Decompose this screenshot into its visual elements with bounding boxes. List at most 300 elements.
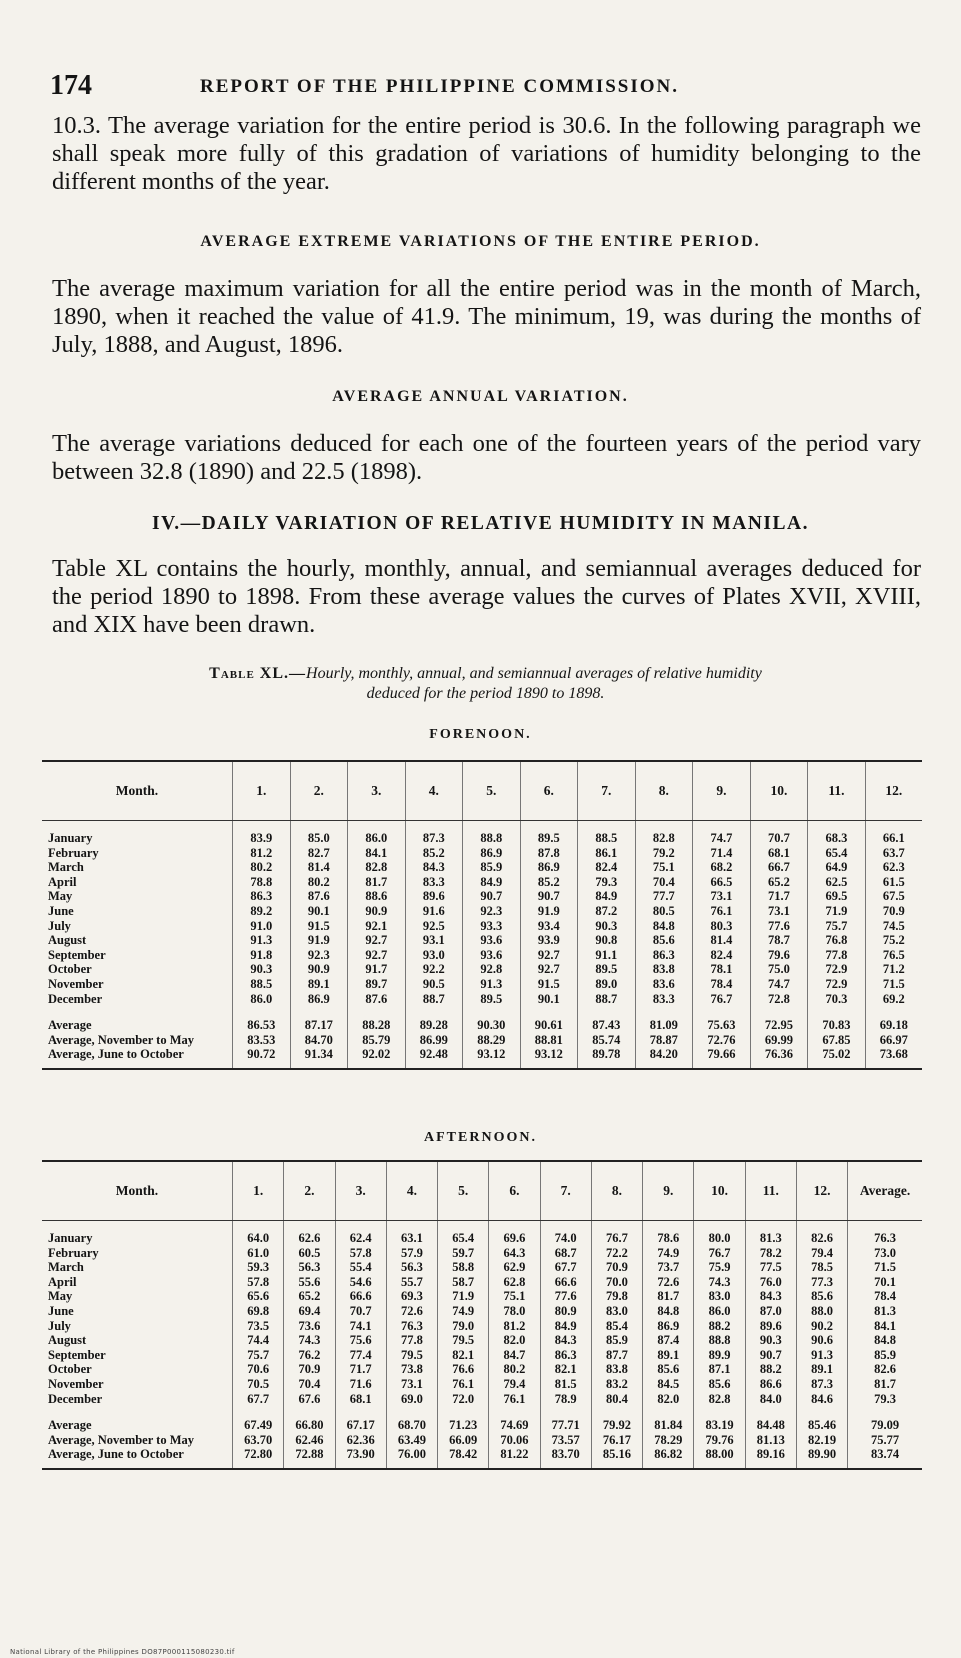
afternoon-cell: 62.46 (284, 1433, 335, 1448)
afternoon-cell: 73.6 (284, 1319, 335, 1334)
forenoon-cell: 93.1 (405, 933, 463, 948)
afternoon-cell: 72.6 (386, 1304, 437, 1319)
afternoon-cell: 76.7 (694, 1246, 745, 1261)
afternoon-cell: 74.3 (284, 1333, 335, 1348)
afternoon-cell: 85.16 (591, 1447, 642, 1469)
afternoon-row-label: May (48, 1289, 73, 1304)
afternoon-cell: 58.8 (438, 1260, 489, 1275)
forenoon-cell: 76.8 (808, 933, 866, 948)
afternoon-cell: 81.7 (643, 1289, 694, 1304)
paragraph-extreme: The average maximum variation for all the entire period was in the month of March, 1890, when it reached the value of 41.9. The minimum, 19, was during the months of July, 1888, and August, 1896. (52, 275, 921, 358)
forenoon-cell: 81.09 (635, 1006, 693, 1033)
forenoon-cell: 90.7 (463, 889, 521, 904)
afternoon-cell: 66.6 (335, 1289, 386, 1304)
forenoon-cell: 93.12 (463, 1047, 521, 1069)
afternoon-cell: 71.6 (335, 1377, 386, 1392)
forenoon-cell: 73.1 (693, 889, 751, 904)
afternoon-cell: 69.6 (489, 1221, 540, 1246)
forenoon-cell: 88.7 (405, 992, 463, 1007)
forenoon-cell: 72.9 (808, 977, 866, 992)
afternoon-table (42, 1160, 922, 1470)
forenoon-col-header: Month. (42, 761, 233, 821)
afternoon-row-label: November (48, 1376, 104, 1391)
forenoon-cell: 82.8 (635, 821, 693, 846)
afternoon-col-header: 10. (694, 1161, 745, 1221)
afternoon-cell: 84.6 (796, 1392, 847, 1407)
afternoon-cell: 70.4 (284, 1377, 335, 1392)
page-header (50, 70, 921, 104)
afternoon-cell: 91.3 (796, 1348, 847, 1363)
afternoon-cell: 75.9 (694, 1260, 745, 1275)
forenoon-table-row (42, 904, 922, 919)
afternoon-cell: 70.1 (848, 1275, 922, 1290)
forenoon-row-label: September (48, 947, 106, 962)
afternoon-cell: 60.5 (284, 1246, 335, 1261)
forenoon-cell: 80.2 (233, 860, 291, 875)
forenoon-cell: 75.2 (865, 933, 922, 948)
afternoon-row-label: January (48, 1231, 93, 1245)
afternoon-table-row (42, 1319, 922, 1334)
afternoon-cell: 73.7 (643, 1260, 694, 1275)
afternoon-cell: 83.0 (591, 1304, 642, 1319)
afternoon-cell: 64.0 (233, 1221, 284, 1246)
forenoon-cell: 85.6 (635, 933, 693, 948)
forenoon-cell: 90.9 (290, 962, 348, 977)
afternoon-cell: 73.1 (386, 1377, 437, 1392)
forenoon-cell: 89.5 (578, 962, 636, 977)
scan-footer: National Library of the Philippines DO87P000115080230.tif (10, 1648, 235, 1656)
forenoon-cell: 83.9 (233, 821, 291, 846)
afternoon-row-label: February (48, 1245, 99, 1260)
afternoon-cell: 84.8 (848, 1333, 922, 1348)
afternoon-row-label: October (48, 1362, 92, 1377)
forenoon-cell: 84.1 (348, 846, 406, 861)
afternoon-cell: 89.9 (694, 1348, 745, 1363)
forenoon-cell: 83.8 (635, 962, 693, 977)
forenoon-row-label: Average, November to May (48, 1032, 195, 1047)
afternoon-table-row (42, 1304, 922, 1319)
afternoon-row-label: Average (48, 1418, 92, 1433)
afternoon-cell: 62.36 (335, 1433, 386, 1448)
afternoon-cell: 85.9 (848, 1348, 922, 1363)
forenoon-cell: 69.99 (750, 1033, 808, 1048)
forenoon-cell: 81.4 (693, 933, 751, 948)
forenoon-cell: 75.7 (808, 919, 866, 934)
afternoon-cell: 73.5 (233, 1319, 284, 1334)
afternoon-cell: 82.1 (540, 1362, 591, 1377)
afternoon-col-header: 6. (489, 1161, 540, 1221)
forenoon-cell: 71.7 (750, 889, 808, 904)
forenoon-cell: 89.5 (520, 821, 578, 846)
forenoon-cell: 92.7 (520, 962, 578, 977)
forenoon-cell: 87.43 (578, 1006, 636, 1033)
forenoon-cell: 81.2 (233, 846, 291, 861)
forenoon-row-label: January (48, 831, 93, 845)
afternoon-cell: 69.3 (386, 1289, 437, 1304)
forenoon-cell: 75.1 (635, 860, 693, 875)
afternoon-table-row (42, 1333, 922, 1348)
afternoon-cell: 75.6 (335, 1333, 386, 1348)
forenoon-cell: 84.20 (635, 1047, 693, 1069)
forenoon-cell: 71.4 (693, 846, 751, 861)
afternoon-cell: 58.7 (438, 1275, 489, 1290)
afternoon-row-label: June (48, 1303, 74, 1318)
afternoon-label: AFTERNOON. (424, 1130, 537, 1145)
forenoon-cell: 70.4 (635, 875, 693, 890)
forenoon-cell: 92.5 (405, 919, 463, 934)
afternoon-cell: 76.0 (745, 1275, 796, 1290)
afternoon-table-row (42, 1348, 922, 1363)
forenoon-cell: 70.83 (808, 1006, 866, 1033)
forenoon-cell: 93.6 (463, 933, 521, 948)
forenoon-col-header: 3. (348, 761, 406, 821)
afternoon-cell: 70.6 (233, 1362, 284, 1377)
forenoon-cell: 71.5 (865, 977, 922, 992)
afternoon-header-row (42, 1161, 922, 1221)
forenoon-cell: 91.1 (578, 948, 636, 963)
forenoon-cell: 87.17 (290, 1006, 348, 1033)
forenoon-col-header: 6. (520, 761, 578, 821)
forenoon-table-row (42, 992, 922, 1007)
paragraph-intro: 10.3. The average variation for the entire period is 30.6. In the following paragraph we shall speak more fully of this gradation of variations of humidity belonging to the different months of the year. (52, 112, 921, 195)
afternoon-table-row (42, 1377, 922, 1392)
forenoon-row-label: June (48, 903, 74, 918)
afternoon-cell: 82.6 (796, 1221, 847, 1246)
afternoon-cell: 76.3 (848, 1221, 922, 1246)
forenoon-row-label: May (48, 889, 73, 904)
forenoon-cell: 76.5 (865, 948, 922, 963)
afternoon-cell: 87.0 (745, 1304, 796, 1319)
forenoon-cell: 86.3 (233, 889, 291, 904)
forenoon-cell: 77.6 (750, 919, 808, 934)
afternoon-cell: 82.0 (643, 1392, 694, 1407)
afternoon-cell: 78.9 (540, 1392, 591, 1407)
afternoon-col-header: 4. (386, 1161, 437, 1221)
afternoon-cell: 57.8 (335, 1246, 386, 1261)
afternoon-cell: 90.6 (796, 1333, 847, 1348)
forenoon-cell: 93.4 (520, 919, 578, 934)
forenoon-row-label: Average, June to October (42, 1047, 233, 1069)
afternoon-cell: 62.8 (489, 1275, 540, 1290)
forenoon-cell: 71.9 (808, 904, 866, 919)
afternoon-cell: 76.2 (284, 1348, 335, 1363)
forenoon-cell: 70.9 (865, 904, 922, 919)
forenoon-cell: 92.3 (290, 948, 348, 963)
forenoon-row-label: April (48, 874, 77, 889)
forenoon-cell: 72.9 (808, 962, 866, 977)
forenoon-table (42, 760, 922, 1070)
forenoon-cell: 90.3 (578, 919, 636, 934)
afternoon-cell: 83.74 (848, 1447, 922, 1469)
forenoon-cell: 91.5 (290, 919, 348, 934)
afternoon-cell: 80.0 (694, 1221, 745, 1246)
afternoon-table-row (42, 1260, 922, 1275)
afternoon-cell: 71.7 (335, 1362, 386, 1377)
forenoon-cell: 87.3 (405, 821, 463, 846)
afternoon-cell: 72.88 (284, 1447, 335, 1469)
afternoon-cell: 59.7 (438, 1246, 489, 1261)
afternoon-cell: 89.1 (643, 1348, 694, 1363)
afternoon-cell: 73.90 (335, 1447, 386, 1469)
afternoon-cell: 85.6 (694, 1377, 745, 1392)
forenoon-cell: 86.0 (348, 821, 406, 846)
forenoon-cell: 93.3 (463, 919, 521, 934)
afternoon-cell: 72.6 (643, 1275, 694, 1290)
forenoon-cell: 69.5 (808, 889, 866, 904)
forenoon-table-row (42, 889, 922, 904)
forenoon-cell: 85.74 (578, 1033, 636, 1048)
forenoon-col-header: 7. (578, 761, 636, 821)
afternoon-cell: 54.6 (335, 1275, 386, 1290)
afternoon-cell: 86.9 (643, 1319, 694, 1334)
afternoon-cell: 63.70 (233, 1433, 284, 1448)
afternoon-cell: 84.7 (489, 1348, 540, 1363)
forenoon-row-label: Average (48, 1018, 92, 1033)
afternoon-cell: 89.16 (745, 1447, 796, 1469)
forenoon-row-label: February (48, 845, 99, 860)
forenoon-cell: 83.3 (405, 875, 463, 890)
forenoon-row-label: July (48, 918, 71, 933)
forenoon-cell: 89.6 (405, 889, 463, 904)
forenoon-cell: 89.2 (233, 904, 291, 919)
afternoon-row-label: August (48, 1333, 87, 1348)
forenoon-cell: 90.61 (520, 1006, 578, 1033)
forenoon-cell: 84.3 (405, 860, 463, 875)
forenoon-cell: 89.28 (405, 1006, 463, 1033)
forenoon-cell: 89.7 (348, 977, 406, 992)
afternoon-cell: 62.4 (335, 1221, 386, 1246)
forenoon-cell: 66.5 (693, 875, 751, 890)
forenoon-col-header: 12. (865, 761, 922, 821)
forenoon-cell: 92.1 (348, 919, 406, 934)
afternoon-cell: 79.3 (848, 1392, 922, 1407)
forenoon-cell: 89.5 (463, 992, 521, 1007)
afternoon-cell: 78.4 (848, 1289, 922, 1304)
paragraph-annual: The average variations deduced for each one of the fourteen years of the period vary between 32.8 (1890) and 22.5 (1898). (52, 430, 921, 485)
afternoon-cell: 77.6 (540, 1289, 591, 1304)
forenoon-table-row (42, 962, 922, 977)
paragraph-table-intro: Table XL contains the hourly, monthly, annual, and semiannual averages deduced for the period 1890 to 1898. From these average values the curves of Plates XVII, XVIII, and XIX have been drawn. (52, 555, 921, 638)
forenoon-table-row (42, 919, 922, 934)
forenoon-cell: 86.9 (463, 846, 521, 861)
forenoon-table-row (42, 977, 922, 992)
afternoon-cell: 79.92 (591, 1406, 642, 1433)
forenoon-cell: 84.8 (635, 919, 693, 934)
forenoon-cell: 62.5 (808, 875, 866, 890)
afternoon-cell: 55.7 (386, 1275, 437, 1290)
forenoon-cell: 82.8 (348, 860, 406, 875)
afternoon-cell: 87.4 (643, 1333, 694, 1348)
afternoon-cell: 84.1 (848, 1319, 922, 1334)
forenoon-cell: 88.5 (578, 821, 636, 846)
forenoon-table-row (42, 846, 922, 861)
afternoon-cell: 67.7 (233, 1392, 284, 1407)
afternoon-cell: 76.17 (591, 1433, 642, 1448)
forenoon-table-row (42, 948, 922, 963)
forenoon-cell: 90.30 (463, 1006, 521, 1033)
afternoon-cell: 78.5 (796, 1260, 847, 1275)
forenoon-label: FORENOON. (429, 727, 532, 742)
forenoon-cell: 68.1 (750, 846, 808, 861)
afternoon-cell: 84.5 (643, 1377, 694, 1392)
afternoon-cell: 78.42 (438, 1447, 489, 1469)
afternoon-cell: 68.1 (335, 1392, 386, 1407)
forenoon-table-row (42, 860, 922, 875)
forenoon-cell: 68.3 (808, 821, 866, 846)
afternoon-cell: 81.84 (643, 1406, 694, 1433)
afternoon-cell: 86.82 (643, 1447, 694, 1469)
afternoon-cell: 76.00 (386, 1447, 437, 1469)
afternoon-cell: 66.80 (284, 1406, 335, 1433)
afternoon-cell: 80.9 (540, 1304, 591, 1319)
afternoon-cell: 76.6 (438, 1362, 489, 1377)
forenoon-cell: 82.7 (290, 846, 348, 861)
afternoon-cell: 66.09 (438, 1433, 489, 1448)
afternoon-cell: 87.7 (591, 1348, 642, 1363)
afternoon-cell: 69.0 (386, 1392, 437, 1407)
afternoon-col-header: 7. (540, 1161, 591, 1221)
forenoon-cell: 92.48 (405, 1047, 463, 1069)
forenoon-body (42, 821, 922, 1069)
afternoon-row-label: March (48, 1260, 84, 1275)
forenoon-cell: 90.5 (405, 977, 463, 992)
afternoon-col-header: Month. (42, 1161, 233, 1221)
forenoon-row-label: December (48, 991, 103, 1006)
afternoon-cell: 75.1 (489, 1289, 540, 1304)
afternoon-col-header: 2. (284, 1161, 335, 1221)
afternoon-table-row (42, 1392, 922, 1407)
afternoon-cell: 83.8 (591, 1362, 642, 1377)
afternoon-cell: 78.29 (643, 1433, 694, 1448)
afternoon-col-header: 8. (591, 1161, 642, 1221)
forenoon-cell: 75.02 (808, 1047, 866, 1069)
forenoon-cell: 85.9 (463, 860, 521, 875)
afternoon-cell: 67.17 (335, 1406, 386, 1433)
forenoon-cell: 84.9 (463, 875, 521, 890)
forenoon-cell: 67.85 (808, 1033, 866, 1048)
afternoon-cell: 79.4 (489, 1377, 540, 1392)
afternoon-cell: 83.2 (591, 1377, 642, 1392)
afternoon-cell: 79.0 (438, 1319, 489, 1334)
afternoon-cell: 81.13 (745, 1433, 796, 1448)
afternoon-cell: 57.8 (233, 1275, 284, 1290)
afternoon-cell: 71.5 (848, 1260, 922, 1275)
forenoon-cell: 85.2 (405, 846, 463, 861)
afternoon-cell: 70.0 (591, 1275, 642, 1290)
forenoon-col-header: 4. (405, 761, 463, 821)
forenoon-cell: 79.66 (693, 1047, 751, 1069)
forenoon-table-row (42, 933, 922, 948)
forenoon-cell: 87.2 (578, 904, 636, 919)
forenoon-cell: 86.3 (635, 948, 693, 963)
forenoon-cell: 76.7 (693, 992, 751, 1007)
forenoon-cell: 83.3 (635, 992, 693, 1007)
afternoon-cell: 64.3 (489, 1246, 540, 1261)
afternoon-cell: 81.3 (745, 1221, 796, 1246)
forenoon-cell: 88.29 (463, 1033, 521, 1048)
afternoon-cell: 74.9 (643, 1246, 694, 1261)
forenoon-cell: 93.12 (520, 1047, 578, 1069)
forenoon-cell: 88.81 (520, 1033, 578, 1048)
forenoon-cell: 81.4 (290, 860, 348, 875)
forenoon-cell: 72.76 (693, 1033, 751, 1048)
afternoon-cell: 65.6 (233, 1289, 284, 1304)
afternoon-cell: 62.9 (489, 1260, 540, 1275)
forenoon-cell: 93.0 (405, 948, 463, 963)
forenoon-cell: 91.7 (348, 962, 406, 977)
forenoon-cell: 63.7 (865, 846, 922, 861)
forenoon-col-header: 9. (693, 761, 751, 821)
forenoon-cell: 79.3 (578, 875, 636, 890)
forenoon-table-row (42, 821, 922, 846)
afternoon-row-label: December (48, 1391, 103, 1406)
afternoon-cell: 74.1 (335, 1319, 386, 1334)
forenoon-cell: 72.95 (750, 1006, 808, 1033)
afternoon-col-header: Average. (848, 1161, 922, 1221)
afternoon-cell: 80.2 (489, 1362, 540, 1377)
afternoon-cell: 89.90 (796, 1447, 847, 1469)
afternoon-col-header: 11. (745, 1161, 796, 1221)
afternoon-cell: 83.19 (694, 1406, 745, 1433)
forenoon-table-row (42, 875, 922, 890)
forenoon-cell: 77.8 (808, 948, 866, 963)
forenoon-cell: 92.8 (463, 962, 521, 977)
afternoon-col-header: 12. (796, 1161, 847, 1221)
afternoon-cell: 77.5 (745, 1260, 796, 1275)
forenoon-cell: 88.5 (233, 977, 291, 992)
forenoon-cell: 86.9 (520, 860, 578, 875)
forenoon-cell: 89.78 (578, 1047, 636, 1069)
afternoon-cell: 81.7 (848, 1377, 922, 1392)
afternoon-cell: 85.46 (796, 1406, 847, 1433)
afternoon-cell: 85.6 (796, 1289, 847, 1304)
forenoon-cell: 66.1 (865, 821, 922, 846)
afternoon-cell: 90.2 (796, 1319, 847, 1334)
afternoon-cell: 57.9 (386, 1246, 437, 1261)
afternoon-cell: 73.8 (386, 1362, 437, 1377)
afternoon-cell: 72.0 (438, 1392, 489, 1407)
forenoon-col-header: 2. (290, 761, 348, 821)
afternoon-body (42, 1221, 922, 1469)
forenoon-cell: 79.6 (750, 948, 808, 963)
forenoon-cell: 74.7 (693, 821, 751, 846)
afternoon-cell: 88.00 (694, 1447, 745, 1469)
afternoon-cell: 76.1 (438, 1377, 489, 1392)
afternoon-cell: 77.71 (540, 1406, 591, 1433)
afternoon-cell: 63.1 (386, 1221, 437, 1246)
table-caption-line2: deduced for the period 1890 to 1898. (366, 685, 605, 702)
forenoon-cell: 90.3 (233, 962, 291, 977)
heading-section-iv: IV.—DAILY VARIATION OF RELATIVE HUMIDITY IN MANILA. (152, 513, 809, 534)
forenoon-cell: 87.8 (520, 846, 578, 861)
afternoon-table-row (42, 1221, 922, 1246)
forenoon-cell: 91.9 (520, 904, 578, 919)
afternoon-row-label: September (48, 1347, 106, 1362)
forenoon-cell: 91.5 (520, 977, 578, 992)
forenoon-row-label: November (48, 976, 104, 991)
forenoon-cell: 87.6 (348, 992, 406, 1007)
forenoon-cell: 64.9 (808, 860, 866, 875)
afternoon-table-row (42, 1406, 922, 1433)
afternoon-cell: 84.3 (540, 1333, 591, 1348)
forenoon-cell: 89.1 (290, 977, 348, 992)
forenoon-cell: 88.8 (463, 821, 521, 846)
afternoon-cell: 80.4 (591, 1392, 642, 1407)
forenoon-col-header: 11. (808, 761, 866, 821)
forenoon-cell: 79.2 (635, 846, 693, 861)
afternoon-cell: 81.5 (540, 1377, 591, 1392)
afternoon-cell: 59.3 (233, 1260, 284, 1275)
